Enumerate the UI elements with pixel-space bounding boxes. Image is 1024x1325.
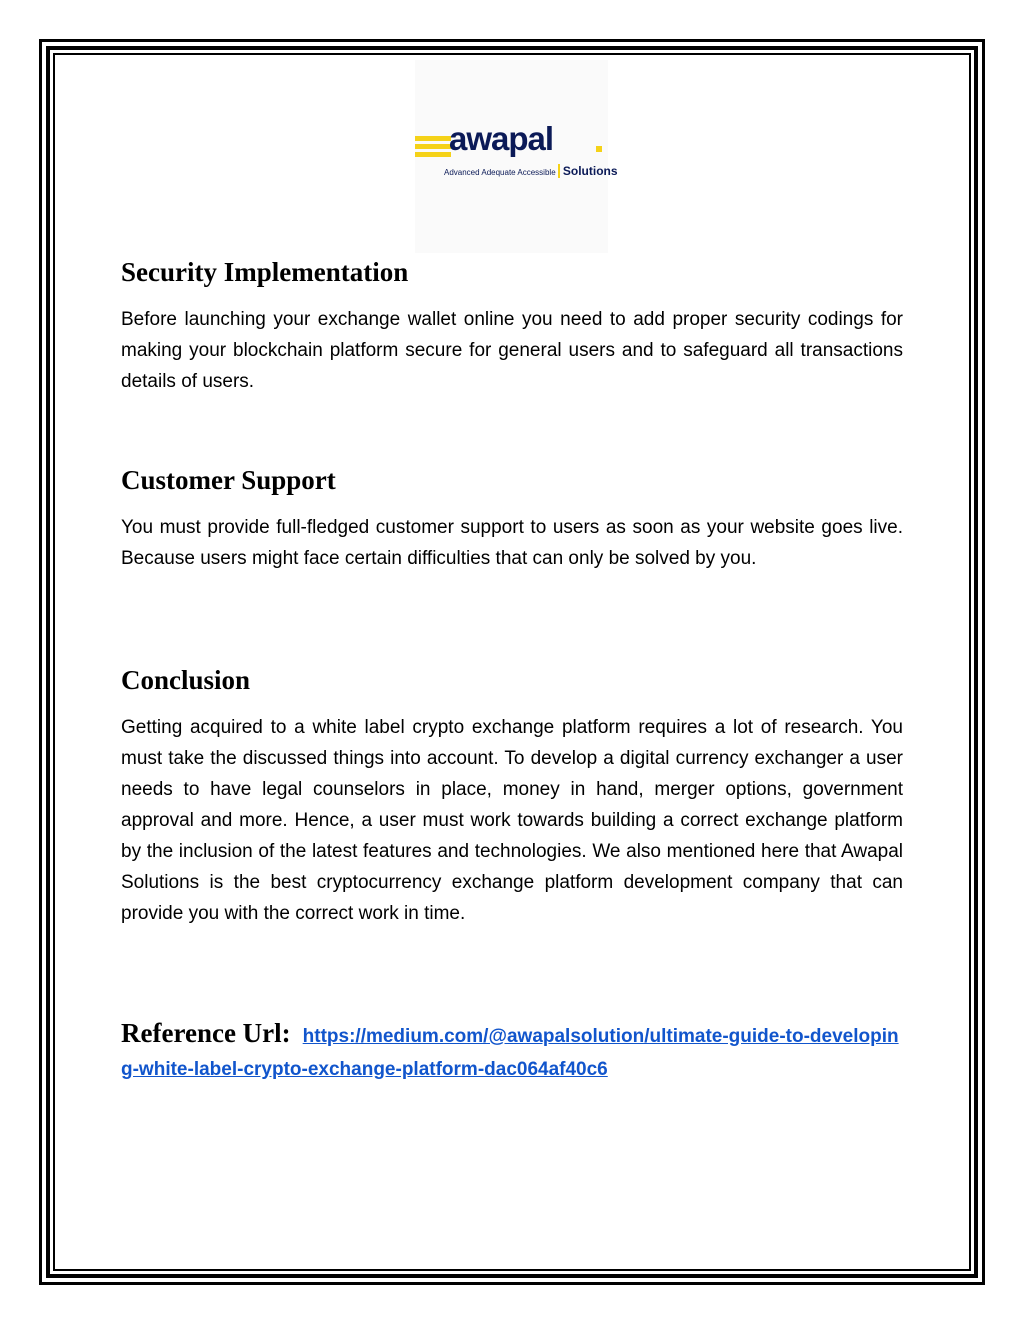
logo-stripes-icon — [415, 136, 451, 160]
section-heading: Conclusion — [121, 665, 251, 695]
section-paragraph: Before launching your exchange wallet online you need to add proper security codings for making your blockchain platform secure for general users and to safeguard all transactions details of users. — [121, 309, 903, 392]
logo-solutions-text: Solutions — [558, 164, 618, 178]
section-paragraph: Getting acquired to a white label crypto exchange platform requires a lot of research. You must take the discussed things into account. To develop a digital currency exchanger a user needs to have legal counselors in place, money in hand, merger options, government approval and more. Hence, a user must work towards building a correct exchange platform by the inclusion of the latest features and technologies. We also mentioned here that Awapal Solutions is the best cryptocurrency exchange platform development company that can provide you with the correct work in time. — [121, 717, 903, 924]
section-security-implementation — [121, 254, 903, 397]
section-heading: Customer Support — [121, 465, 336, 495]
reference-section — [121, 1018, 903, 1086]
section-customer-support — [121, 462, 903, 574]
company-logo — [415, 60, 618, 253]
section-heading: Security Implementation — [121, 257, 409, 287]
reference-label: Reference Url: — [121, 1018, 291, 1048]
logo-tagline-text: Advanced Adequate Accessible — [444, 168, 556, 177]
logo-tagline — [444, 164, 618, 178]
logo-wordmark: awapal — [449, 120, 554, 157]
reference-link[interactable]: https://medium.com/@awapalsolution/ultimate-guide-to-developing-white-label-crypto-exchange-platform-dac064af40c6 — [121, 1026, 899, 1080]
section-conclusion — [121, 662, 903, 929]
section-paragraph: You must provide full-fledged customer support to users as soon as your website goes live. Because users might face certain difficulties that can only be solved by you. — [121, 517, 903, 569]
logo-dot-icon — [596, 146, 602, 152]
